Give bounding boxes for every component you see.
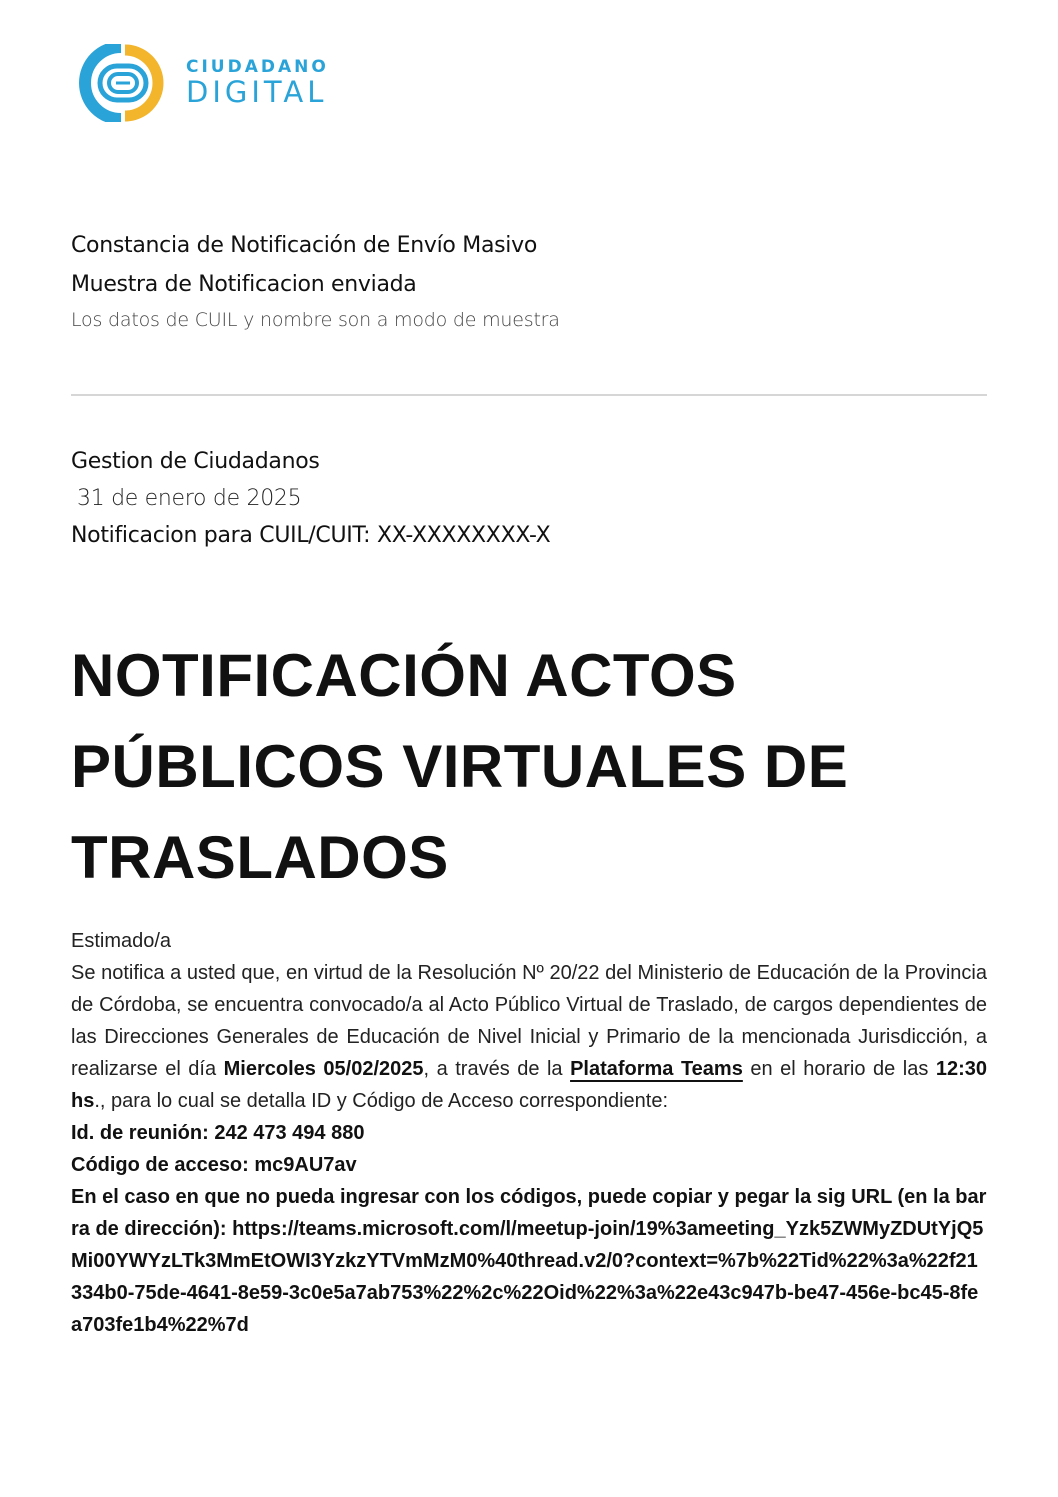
document-title-line-2: PÚBLICOS VIRTUALES DE (71, 733, 849, 800)
constancia-subtitle: Muestra de Notificacion enviada (71, 272, 417, 297)
document-title-line-1: NOTIFICACIÓN ACTOS (71, 642, 737, 709)
recipient-cuil: Notificacion para CUIL/CUIT: XX-XXXXXXXX-X (71, 523, 551, 548)
ciudadano-digital-logo (78, 44, 329, 122)
notification-paragraph (71, 957, 987, 1117)
ciudadano-digital-logo-mark-icon (78, 44, 168, 122)
sender-organization: Gestion de Ciudadanos (71, 449, 320, 474)
meeting-url[interactable]: https://teams.microsoft.com/l/meetup-join/19%3ameeting_Yzk5ZWMyZDUtYjQ5Mi00YWYzLTk3MmEtOWI3YzkzYTVmMzM0%40thread.v2/0?context=%7b%22Tid%22%3a%22f21334b0-75de-4641-8e59-3c0e5a7ab753%22%2c%22Oid%22%3a%22e43c947b-be47-456e-bc45-8fea703fe1b4%22%7d (71, 1218, 984, 1336)
notification-meta (71, 449, 987, 548)
paragraph-text-2: , a través de la (423, 1058, 571, 1080)
greeting: Estimado/a (71, 930, 172, 952)
paragraph-text-1: Se notifica a usted que, en virtud de la Resolución Nº 20/22 del Ministerio de Educación de la Provincia de Córdoba, se encuentra convocado/a al Acto Público Virtual de Traslado, de cargos dependientes de las Direcciones Generales de Educación de Nivel Inicial y Primario de la mencionada Jurisdicción, a realizarse el día (71, 962, 987, 1080)
constancia-note: Los datos de CUIL y nombre son a modo de muestra (71, 309, 560, 331)
document-title (71, 630, 987, 903)
url-instructions-paragraph (71, 1181, 987, 1341)
event-time: 12:30 hs (71, 1058, 987, 1112)
url-instructions: En el caso en que no pueda ingresar con los códigos, puede copiar y pegar la sig URL (en la barra de dirección): (71, 1186, 987, 1240)
platform-name: Plataforma Teams (570, 1058, 743, 1080)
paragraph-text-4: ., para lo cual se detalla ID y Código de Acceso correspondiente: (94, 1090, 669, 1112)
logo-text-digital: DIGITAL (186, 75, 328, 109)
document-title-line-3: TRASLADOS (71, 824, 449, 891)
logo-text-ciudadano: CIUDADANO (186, 57, 329, 77)
meeting-id: Id. de reunión: 242 473 494 880 (71, 1122, 365, 1144)
paragraph-text-3: en el horario de las (742, 1058, 936, 1080)
document-body (71, 925, 987, 1341)
header-divider (71, 394, 987, 396)
constancia-header (71, 233, 987, 331)
constancia-title: Constancia de Notificación de Envío Masivo (71, 233, 537, 258)
access-code: Código de acceso: mc9AU7av (71, 1154, 357, 1176)
notification-date: 31 de enero de 2025 (77, 486, 302, 511)
event-date: Miercoles 05/02/2025 (223, 1058, 424, 1080)
